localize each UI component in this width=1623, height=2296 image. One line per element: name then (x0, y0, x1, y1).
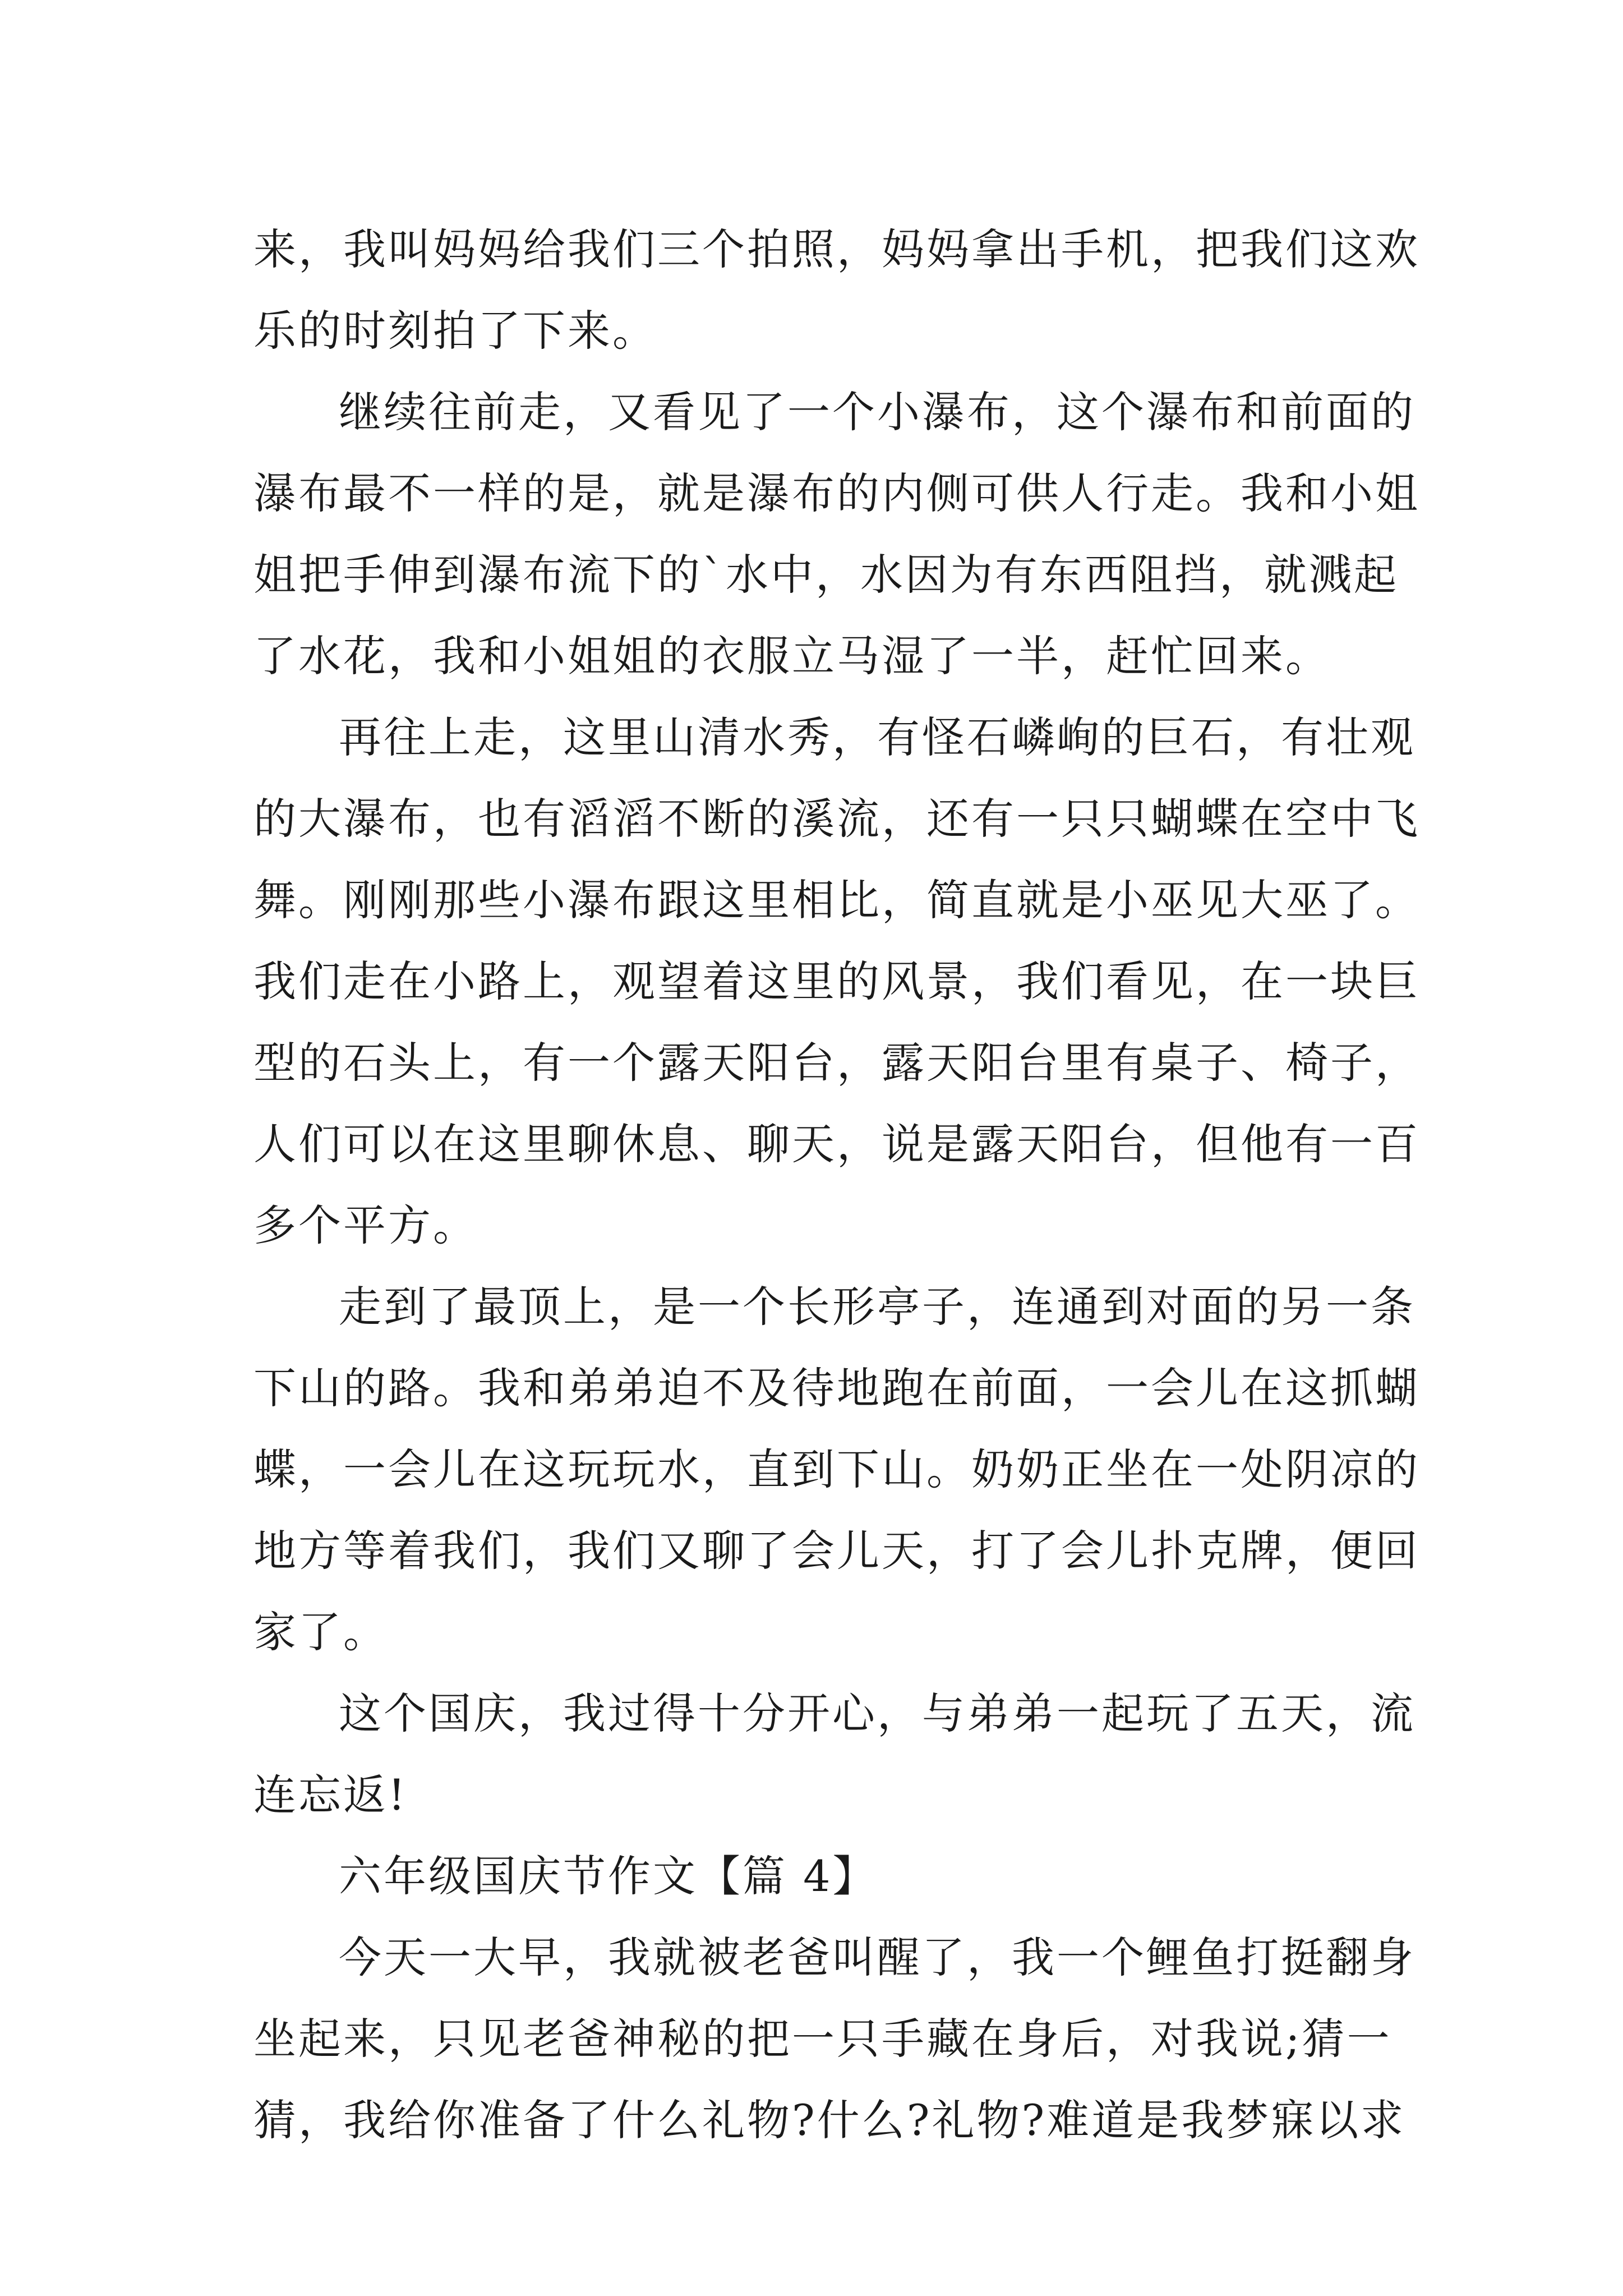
text-line: 型的石头上，有一个露天阳台，露天阳台里有桌子、椅子， (253, 1038, 1420, 1088)
text-line: 人们可以在这里聊休息、聊天，说是露天阳台，但他有一百 (253, 1119, 1420, 1169)
text-line: 再往上走，这里山清水秀，有怪石嶙峋的巨石，有壮观 (339, 712, 1415, 762)
text-line: 瀑布最不一样的是，就是瀑布的内侧可供人行走。我和小姐 (253, 468, 1420, 518)
text-line: 六年级国庆节作文【篇 4】 (339, 1851, 878, 1901)
text-line: 的大瀑布，也有滔滔不断的溪流，还有一只只蝴蝶在空中飞 (253, 794, 1420, 844)
text-line: 了水花，我和小姐姐的衣服立马湿了一半，赶忙回来。 (253, 631, 1330, 681)
text-line: 走到了最顶上，是一个长形亭子，连通到对面的另一条 (339, 1282, 1415, 1332)
text-line: 地方等着我们，我们又聊了会儿天，打了会儿扑克牌，便回 (253, 1526, 1420, 1576)
text-line: 坐起来，只见老爸神秘的把一只手藏在身后，对我说;猜一 (253, 2014, 1392, 2064)
text-line: 家了。 (253, 1607, 388, 1657)
text-line: 乐的时刻拍了下来。 (253, 306, 657, 356)
text-line: 今天一大早，我就被老爸叫醒了，我一个鲤鱼打挺翻身 (339, 1932, 1415, 1982)
text-line: 舞。刚刚那些小瀑布跟这里相比，简直就是小巫见大巫了。 (253, 875, 1420, 925)
text-line: 多个平方。 (253, 1200, 478, 1250)
text-line: 来，我叫妈妈给我们三个拍照，妈妈拿出手机，把我们这欢 (253, 224, 1420, 274)
text-line: 我们走在小路上，观望着这里的风景，我们看见，在一块巨 (253, 956, 1420, 1006)
text-line: 这个国庆，我过得十分开心，与弟弟一起玩了五天，流 (339, 1688, 1415, 1738)
text-line: 继续往前走，又看见了一个小瀑布，这个瀑布和前面的 (339, 387, 1415, 437)
essay-text (253, 209, 1420, 2161)
text-line: 蝶，一会儿在这玩玩水，直到下山。奶奶正坐在一处阴凉的 (253, 1444, 1420, 1494)
text-line: 下山的路。我和弟弟迫不及待地跑在前面，一会儿在这抓蝴 (253, 1363, 1420, 1413)
text-line: 姐把手伸到瀑布流下的`水中，水因为有东西阻挡，就溅起 (253, 550, 1399, 600)
text-line: 猜，我给你准备了什么礼物?什么?礼物?难道是我梦寐以求 (253, 2095, 1406, 2145)
text-line: 连忘返! (253, 1770, 408, 1820)
